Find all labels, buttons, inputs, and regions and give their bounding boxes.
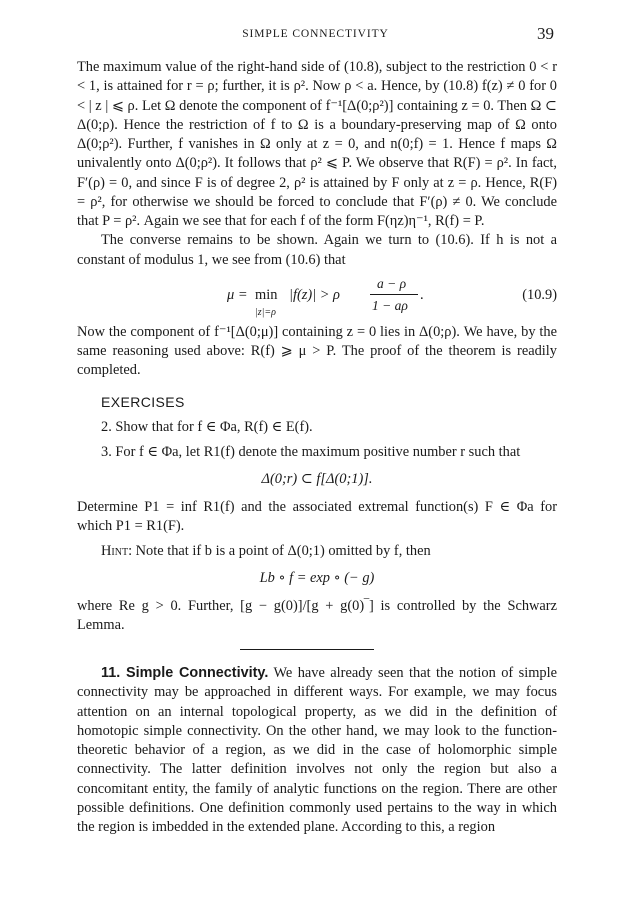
hint-continuation: where Re g > 0. Further, [g − g(0)]/[g + g(0)‾] is controlled by the Schwarz Lemma.	[77, 597, 557, 633]
equation-10-9	[77, 273, 557, 321]
running-head-title: SIMPLE CONNECTIVITY	[242, 28, 389, 40]
eq-fraction-bar	[370, 294, 418, 295]
eq-min-subscript: |z|=ρ	[255, 306, 276, 318]
hint-display: Lb ∘ f = exp ∘ (− g)	[259, 570, 375, 587]
eq-mu: μ =	[227, 286, 248, 303]
section-divider	[240, 649, 374, 650]
paragraph-converse: The converse remains to be shown. Again we turn to (10.6). If h is not a constant of modulus 1, we see from (10.6) that	[77, 232, 557, 268]
page-number: 39	[537, 24, 554, 43]
paragraph-proof-continuation: The maximum value of the right-hand side of (10.8), subject to the restriction 0 < r < 1, is attained for r = ρ; further, it is ρ². Now ρ < a. Hence, by (10.8) f(z) ≠ 0 for 0 < | z | ⩽ ρ. Let Ω denote the component of f⁻¹[Δ(0;ρ²)] containing z = 0. Then Ω ⊂ Δ(0;ρ). Hence the restriction of f to Ω is a boundary-preserving map of Ω onto Δ(0;ρ²). Further, f vanishes in Ω only at z = 0, and n(0;f) = 1. Hence f maps Ω univalently onto Δ(0;ρ²). It follows that ρ² ⩽ P. We observe that R(F) = ρ². In fact, F′(ρ) = 0, and since F is of degree 2, ρ² is attained by F only at z = ρ. Hence, R(F) = ρ², for otherwise we should be forced to conclude that F′(ρ) ≠ 0. We conclude that P = ρ². Again we see that for each f of the form F(ηz)η⁻¹, R(f) = P.	[77, 59, 557, 229]
eq-min: min	[255, 286, 278, 303]
exercise-3: 3. For f ∈ Φa, let R1(f) denote the maximum positive number r such that	[101, 444, 521, 460]
exercise-2: 2. Show that for f ∈ Φa, R(f) ∈ E(f).	[101, 418, 313, 435]
exercises-heading: EXERCISES	[101, 393, 185, 410]
hint	[101, 542, 557, 561]
exercise-3-continuation: Determine P1 = inf R1(f) and the associated extremal function(s) F ∈ Φa for which P1 = R1(F).	[77, 498, 557, 534]
eq-period: .	[420, 286, 424, 303]
paragraph-theorem-completion: Now the component of f⁻¹[Δ(0;μ)] containing z = 0 lies in Δ(0;ρ). We have, by the same reasoning used above: R(f) ⩾ μ > P. The proof of the theorem is readily completed.	[77, 323, 557, 379]
section-11-paragraph	[77, 664, 557, 837]
section-text: We have already seen that the notion of simple connectivity may be approached in different ways. For example, we may focus attention on an internal topological property, as we did in the definition of homotopic simple connectivity. On the other hand, we may look to the function-theoretic behavior of a region, as we did in the case of holomorphic simple connectivity. The latter definition involves not only the region but also a concomitant entity, the family of analytic functions on the region. There are other possible definitions. One definition commonly used pertains to the way in which the region is imbedded in the extended plane. According to this, a region	[77, 665, 557, 835]
hint-label: Hint	[101, 543, 129, 559]
eq-abs: |f(z)| > ρ	[289, 286, 340, 303]
eq-numerator: a − ρ	[377, 275, 407, 291]
equation-body	[227, 273, 467, 317]
hint-text: : Note that if b is a point of Δ(0;1) omitted by f, then	[128, 543, 431, 559]
page-body	[77, 58, 557, 837]
equation-number: (10.9)	[522, 286, 557, 303]
exercise-3-display: Δ(0;r) ⊂ f[Δ(0;1)].	[261, 471, 373, 488]
eq-denominator: 1 − aρ	[372, 297, 408, 313]
running-head	[77, 24, 554, 44]
section-heading: 11. Simple Connectivity.	[101, 665, 269, 681]
